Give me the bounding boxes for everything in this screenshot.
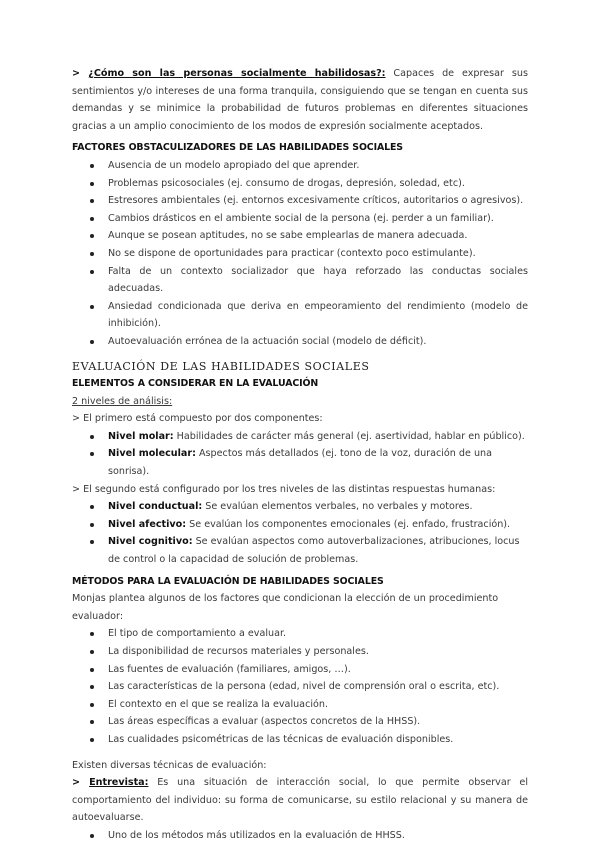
list-item: Nivel molar: Habilidades de carácter más general (ej. asertividad, hablar en público).	[72, 428, 528, 446]
primero-line: > El primero está compuesto por dos componentes:	[72, 413, 323, 425]
bullet-icon	[90, 738, 94, 742]
list-item: La disponibilidad de recursos materiales y personales.	[72, 643, 528, 661]
list-item: Nivel molecular: Aspectos más detallados (ej. tono de la voz, duración de una sonrisa).	[72, 445, 528, 480]
section-title: EVALUACIÓN DE LAS HABILIDADES SOCIALES	[72, 359, 370, 373]
list-item: Falta de un contexto socializador que haya reforzado las conductas sociales adecuadas.	[72, 263, 528, 298]
bullet-icon	[90, 435, 94, 439]
list-item: No se dispone de oportunidades para practicar (contexto poco estimulante).	[72, 245, 528, 263]
metodos-list	[72, 625, 528, 748]
list-item: Cambios drásticos en el ambiente social de la persona (ej. perder a un familiar).	[72, 210, 528, 228]
list-item: Nivel afectivo: Se evalúan los componentes emocionales (ej. enfado, frustración).	[72, 516, 528, 534]
bullet-icon	[90, 505, 94, 509]
list-item: Ansiedad condicionada que deriva en empeoramiento del rendimiento (modelo de inhibición).	[72, 298, 528, 333]
intro-question: ¿Cómo son las personas socialmente habilidosas?:	[88, 68, 386, 79]
segundo-list	[72, 498, 528, 568]
bullet-icon	[90, 685, 94, 689]
document-content	[72, 65, 528, 845]
bullet-icon	[90, 650, 94, 654]
list-item: El tipo de comportamiento a evaluar.	[72, 625, 528, 643]
intro-marker: >	[72, 68, 89, 79]
bullet-icon	[90, 720, 94, 724]
bullet-icon	[90, 340, 94, 344]
bullet-icon	[90, 632, 94, 636]
entrevista-paragraph	[72, 774, 528, 827]
bullet-icon	[90, 234, 94, 238]
factores-list	[72, 157, 528, 351]
elementos-heading: ELEMENTOS A CONSIDERAR EN LA EVALUACIÓN	[72, 378, 319, 390]
bullet-icon	[90, 703, 94, 707]
bullet-icon	[90, 182, 94, 186]
niveles-label: 2 niveles de análisis:	[72, 395, 173, 407]
list-item: Nivel conductual: Se evalúan elementos verbales, no verbales y motores.	[72, 498, 528, 516]
bullet-icon	[90, 164, 94, 168]
bullet-icon	[90, 270, 94, 274]
list-item: Problemas psicosociales (ej. consumo de drogas, depresión, soledad, etc).	[72, 175, 528, 193]
entrevista-marker: >	[72, 777, 90, 789]
list-item: Autoevaluación errónea de la actuación social (modelo de déficit).	[72, 333, 528, 351]
entrevista-text: Es una situación de interacción social, lo que permite observar el comportamiento del individuo: su forma de comunicarse, su estilo relacional y su manera de autoevaluarse.	[72, 777, 528, 824]
list-item: Estresores ambientales (ej. entornos excesivamente críticos, autoritarios o agresivos).	[72, 192, 528, 210]
list-item: Las características de la persona (edad, nivel de comprensión oral o escrita, etc).	[72, 678, 528, 696]
list-item: Las áreas específicas a evaluar (aspectos concretos de la HHSS).	[72, 713, 528, 731]
bullet-icon	[90, 199, 94, 203]
bullet-icon	[90, 668, 94, 672]
bullet-icon	[90, 217, 94, 221]
bullet-icon	[90, 452, 94, 456]
bullet-icon	[90, 305, 94, 309]
bullet-icon	[90, 523, 94, 527]
metodos-heading: MÉTODOS PARA LA EVALUACIÓN DE HABILIDADES SOCIALES	[72, 575, 384, 587]
factores-heading: FACTORES OBSTACULIZADORES DE LAS HABILIDADES SOCIALES	[72, 142, 403, 154]
bullet-icon	[90, 834, 94, 838]
intro-paragraph	[72, 65, 528, 135]
list-item: Aunque se posean aptitudes, no se sabe emplearlas de manera adecuada.	[72, 227, 528, 245]
list-item: Las fuentes de evaluación (familiares, amigos, …).	[72, 661, 528, 679]
entrevista-list	[72, 827, 528, 845]
tecnicas-line: Existen diversas técnicas de evaluación:	[72, 759, 267, 771]
primero-list	[72, 428, 528, 481]
intro-text: Capaces de expresar sus sentimientos y/o intereses de una forma tranquila, consiguiendo que se tengan en cuenta sus demandas y se minimice la probabilidad de futuros problemas en diferentes situaciones gracias a un amplio conocimiento de los modos de expresión socialmente aceptados.	[72, 68, 528, 132]
list-item: Las cualidades psicométricas de las técnicas de evaluación disponibles.	[72, 731, 528, 749]
entrevista-term: Entrevista:	[89, 777, 149, 789]
metodos-intro: Monjas plantea algunos de los factores que condicionan la elección de un procedimiento evaluador:	[72, 593, 499, 622]
bullet-icon	[90, 540, 94, 544]
list-item: Ausencia de un modelo apropiado del que aprender.	[72, 157, 528, 175]
list-item: Nivel cognitivo: Se evalúan aspectos como autoverbalizaciones, atribuciones, locus de control o la capacidad de solución de problemas.	[72, 533, 528, 568]
list-item: El contexto en el que se realiza la evaluación.	[72, 696, 528, 714]
bullet-icon	[90, 252, 94, 256]
segundo-line: > El segundo está configurado por los tres niveles de las distintas respuestas humanas:	[72, 483, 496, 495]
list-item: Uno de los métodos más utilizados en la evaluación de HHSS.	[72, 827, 528, 845]
